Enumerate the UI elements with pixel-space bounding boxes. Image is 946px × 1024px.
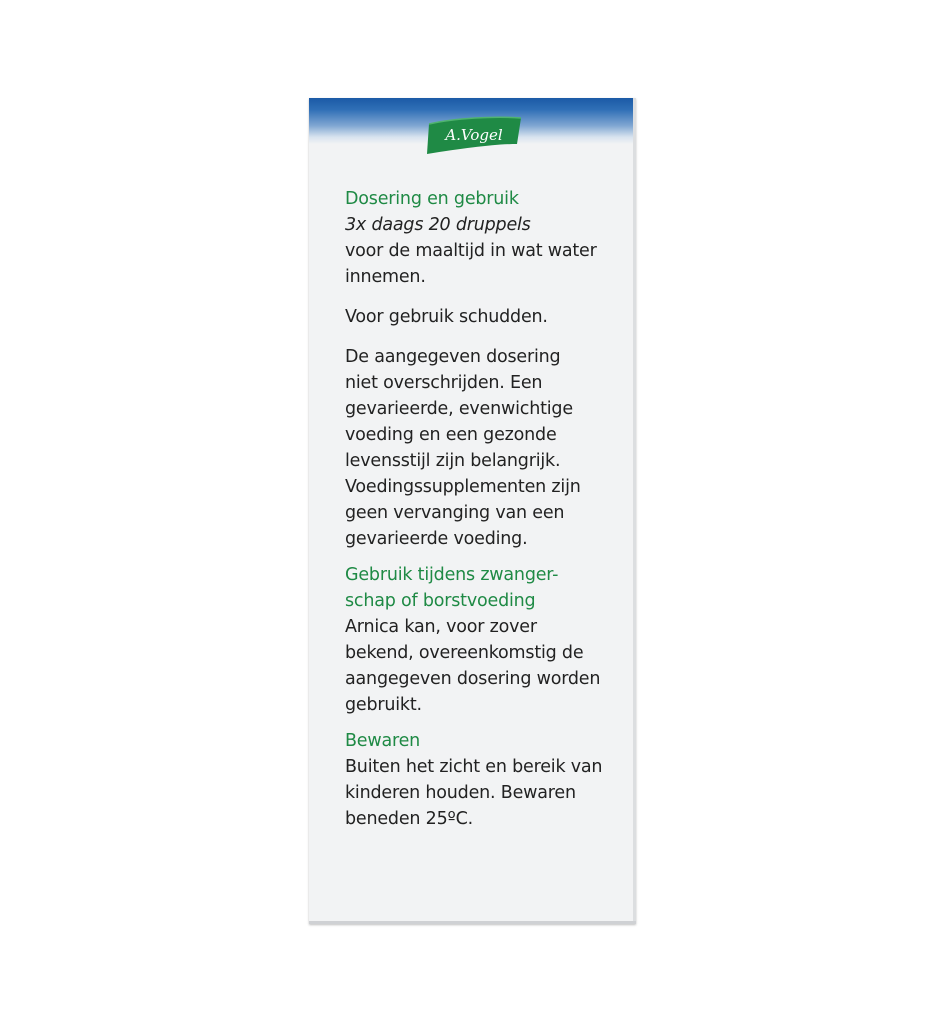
label-content xyxy=(345,186,625,832)
bewaren-text: Buiten het zicht en bereik van kinderen houden. Bewaren beneden 25ºC. xyxy=(345,757,603,829)
avogel-logo xyxy=(425,114,523,158)
instruction-text: voor de maaltijd in wat water innemen. xyxy=(345,241,597,287)
dose-text: 3x daags 20 druppels xyxy=(345,215,531,235)
heading-zwangerschap: Gebruik tijdens zwanger- schap of borstvoeding xyxy=(345,565,559,611)
warning-text: De aangegeven dosering niet overschrijden. Een gevarieerde, evenwichtige voeding en een gezonde levensstijl zijn belangrijk. Voedingssupplementen zijn geen vervanging van een gevarieerde voeding. xyxy=(345,347,581,549)
zwangerschap-text: Arnica kan, voor zover bekend, overeenkomstig de aangegeven dosering worden gebruikt. xyxy=(345,617,601,715)
panel-edge-right xyxy=(633,98,636,924)
panel-edge-bottom xyxy=(309,921,636,924)
product-label-panel xyxy=(309,98,636,924)
logo-text: A.Vogel xyxy=(445,126,503,144)
heading-bewaren: Bewaren xyxy=(345,731,421,751)
heading-dosering: Dosering en gebruik xyxy=(345,189,519,209)
shake-text: Voor gebruik schudden. xyxy=(345,307,548,327)
